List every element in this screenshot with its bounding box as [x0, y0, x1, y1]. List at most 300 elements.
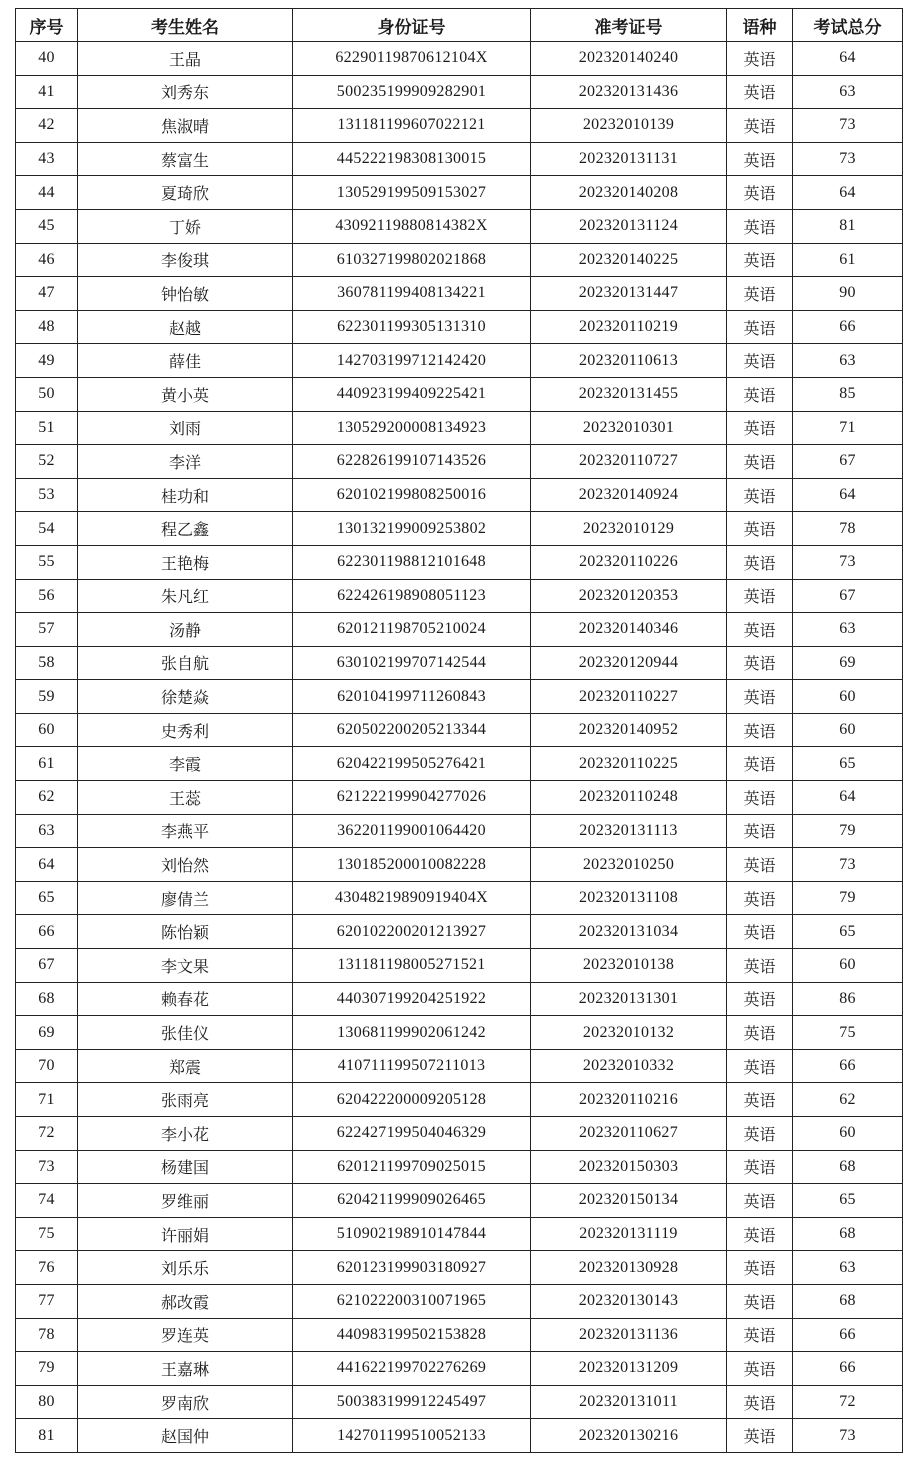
cell-total-score: 64: [793, 478, 903, 512]
cell-id-number: 620102200201213927: [293, 915, 531, 949]
cell-name: 张自航: [78, 646, 293, 680]
cell-id-number: 440923199409225421: [293, 377, 531, 411]
cell-total-score: 73: [793, 848, 903, 882]
cell-id-number: 500383199912245497: [293, 1385, 531, 1419]
cell-seq: 50: [16, 377, 78, 411]
table-row: [16, 377, 903, 411]
cell-id-number: 445222198308130015: [293, 142, 531, 176]
cell-language: 英语: [727, 344, 793, 378]
table-row: [16, 1385, 903, 1419]
cell-seq: 49: [16, 344, 78, 378]
cell-seq: 58: [16, 646, 78, 680]
cell-name: 许丽娟: [78, 1217, 293, 1251]
cell-total-score: 60: [793, 1117, 903, 1151]
table-row: [16, 512, 903, 546]
cell-id-number: 410711199507211013: [293, 1049, 531, 1083]
table-row: [16, 1318, 903, 1352]
cell-ticket-number: 202320131131: [531, 142, 727, 176]
exam-results-table: [15, 8, 903, 1453]
cell-ticket-number: 202320131455: [531, 377, 727, 411]
cell-id-number: 62290119870612104X: [293, 42, 531, 76]
table-row: [16, 579, 903, 613]
cell-seq: 70: [16, 1049, 78, 1083]
cell-seq: 60: [16, 713, 78, 747]
cell-name: 夏琦欣: [78, 176, 293, 210]
cell-seq: 56: [16, 579, 78, 613]
cell-language: 英语: [727, 881, 793, 915]
cell-id-number: 441622199702276269: [293, 1352, 531, 1386]
cell-language: 英语: [727, 310, 793, 344]
cell-language: 英语: [727, 646, 793, 680]
cell-name: 李霞: [78, 747, 293, 781]
cell-total-score: 64: [793, 176, 903, 210]
cell-language: 英语: [727, 915, 793, 949]
cell-language: 英语: [727, 814, 793, 848]
cell-ticket-number: 202320140208: [531, 176, 727, 210]
cell-language: 英语: [727, 1117, 793, 1151]
cell-ticket-number: 202320131011: [531, 1385, 727, 1419]
cell-ticket-number: 202320150303: [531, 1150, 727, 1184]
cell-name: 王艳梅: [78, 545, 293, 579]
cell-seq: 80: [16, 1385, 78, 1419]
cell-total-score: 66: [793, 1318, 903, 1352]
cell-ticket-number: 202320110727: [531, 445, 727, 479]
cell-name: 刘秀东: [78, 75, 293, 109]
cell-ticket-number: 202320150134: [531, 1184, 727, 1218]
cell-id-number: 622826199107143526: [293, 445, 531, 479]
cell-id-number: 130529199509153027: [293, 176, 531, 210]
cell-language: 英语: [727, 42, 793, 76]
cell-seq: 42: [16, 109, 78, 143]
cell-language: 英语: [727, 781, 793, 815]
cell-ticket-number: 202320140240: [531, 42, 727, 76]
cell-seq: 40: [16, 42, 78, 76]
cell-id-number: 43092119880814382X: [293, 209, 531, 243]
table-row: [16, 478, 903, 512]
cell-language: 英语: [727, 747, 793, 781]
cell-total-score: 65: [793, 1184, 903, 1218]
cell-total-score: 63: [793, 344, 903, 378]
cell-language: 英语: [727, 982, 793, 1016]
cell-seq: 41: [16, 75, 78, 109]
cell-name: 汤静: [78, 613, 293, 647]
table-row: [16, 75, 903, 109]
cell-language: 英语: [727, 1251, 793, 1285]
cell-seq: 53: [16, 478, 78, 512]
table-row: [16, 848, 903, 882]
cell-language: 英语: [727, 1016, 793, 1050]
cell-total-score: 68: [793, 1150, 903, 1184]
table-row: [16, 310, 903, 344]
table-row: [16, 915, 903, 949]
cell-total-score: 86: [793, 982, 903, 1016]
cell-ticket-number: 202320110613: [531, 344, 727, 378]
cell-ticket-number: 202320110225: [531, 747, 727, 781]
cell-ticket-number: 202320110216: [531, 1083, 727, 1117]
exam-results-table-container: [15, 8, 902, 1453]
cell-name: 李燕平: [78, 814, 293, 848]
cell-name: 张佳仪: [78, 1016, 293, 1050]
cell-seq: 66: [16, 915, 78, 949]
cell-total-score: 73: [793, 109, 903, 143]
cell-total-score: 72: [793, 1385, 903, 1419]
cell-ticket-number: 202320130143: [531, 1284, 727, 1318]
cell-language: 英语: [727, 445, 793, 479]
cell-id-number: 620422200009205128: [293, 1083, 531, 1117]
cell-language: 英语: [727, 1217, 793, 1251]
cell-seq: 47: [16, 277, 78, 311]
cell-seq: 48: [16, 310, 78, 344]
cell-ticket-number: 202320131108: [531, 881, 727, 915]
cell-name: 蔡富生: [78, 142, 293, 176]
cell-ticket-number: 202320110226: [531, 545, 727, 579]
cell-language: 英语: [727, 1049, 793, 1083]
cell-ticket-number: 20232010139: [531, 109, 727, 143]
table-header-row: [16, 9, 903, 42]
cell-id-number: 620422199505276421: [293, 747, 531, 781]
cell-ticket-number: 202320131301: [531, 982, 727, 1016]
cell-total-score: 60: [793, 680, 903, 714]
cell-total-score: 60: [793, 949, 903, 983]
cell-total-score: 79: [793, 814, 903, 848]
cell-ticket-number: 202320131136: [531, 1318, 727, 1352]
cell-id-number: 142701199510052133: [293, 1419, 531, 1453]
table-row: [16, 176, 903, 210]
cell-id-number: 620121198705210024: [293, 613, 531, 647]
cell-ticket-number: 202320131436: [531, 75, 727, 109]
cell-ticket-number: 202320131209: [531, 1352, 727, 1386]
cell-seq: 51: [16, 411, 78, 445]
cell-total-score: 73: [793, 1419, 903, 1453]
cell-seq: 78: [16, 1318, 78, 1352]
cell-seq: 43: [16, 142, 78, 176]
cell-name: 程乙鑫: [78, 512, 293, 546]
cell-total-score: 78: [793, 512, 903, 546]
cell-language: 英语: [727, 1385, 793, 1419]
cell-id-number: 620102199808250016: [293, 478, 531, 512]
cell-seq: 72: [16, 1117, 78, 1151]
cell-language: 英语: [727, 377, 793, 411]
cell-total-score: 71: [793, 411, 903, 445]
cell-ticket-number: 202320131034: [531, 915, 727, 949]
cell-seq: 57: [16, 613, 78, 647]
cell-language: 英语: [727, 1150, 793, 1184]
cell-ticket-number: 202320130216: [531, 1419, 727, 1453]
cell-ticket-number: 202320130928: [531, 1251, 727, 1285]
cell-name: 王晶: [78, 42, 293, 76]
cell-id-number: 43048219890919404X: [293, 881, 531, 915]
cell-ticket-number: 20232010132: [531, 1016, 727, 1050]
table-row: [16, 747, 903, 781]
cell-name: 廖倩兰: [78, 881, 293, 915]
table-row: [16, 713, 903, 747]
cell-total-score: 68: [793, 1284, 903, 1318]
cell-ticket-number: 20232010138: [531, 949, 727, 983]
cell-ticket-number: 202320110248: [531, 781, 727, 815]
cell-ticket-number: 202320131119: [531, 1217, 727, 1251]
cell-ticket-number: 202320110219: [531, 310, 727, 344]
table-row: [16, 949, 903, 983]
cell-total-score: 65: [793, 747, 903, 781]
cell-language: 英语: [727, 1352, 793, 1386]
table-row: [16, 445, 903, 479]
header-id-number: 身份证号: [293, 9, 531, 42]
cell-id-number: 620421199909026465: [293, 1184, 531, 1218]
cell-language: 英语: [727, 209, 793, 243]
cell-ticket-number: 202320140924: [531, 478, 727, 512]
cell-seq: 59: [16, 680, 78, 714]
table-row: [16, 1184, 903, 1218]
cell-id-number: 620121199709025015: [293, 1150, 531, 1184]
cell-language: 英语: [727, 579, 793, 613]
cell-id-number: 621222199904277026: [293, 781, 531, 815]
cell-language: 英语: [727, 277, 793, 311]
table-row: [16, 411, 903, 445]
table-row: [16, 1352, 903, 1386]
cell-total-score: 90: [793, 277, 903, 311]
cell-total-score: 63: [793, 613, 903, 647]
cell-ticket-number: 202320131113: [531, 814, 727, 848]
cell-seq: 77: [16, 1284, 78, 1318]
cell-name: 焦淑晴: [78, 109, 293, 143]
cell-language: 英语: [727, 512, 793, 546]
cell-language: 英语: [727, 680, 793, 714]
cell-seq: 71: [16, 1083, 78, 1117]
cell-seq: 81: [16, 1419, 78, 1453]
table-row: [16, 881, 903, 915]
header-language: 语种: [727, 9, 793, 42]
table-row: [16, 781, 903, 815]
table-row: [16, 243, 903, 277]
cell-total-score: 79: [793, 881, 903, 915]
cell-id-number: 622301199305131310: [293, 310, 531, 344]
cell-id-number: 500235199909282901: [293, 75, 531, 109]
cell-id-number: 131181198005271521: [293, 949, 531, 983]
cell-name: 罗维丽: [78, 1184, 293, 1218]
cell-name: 张雨亮: [78, 1083, 293, 1117]
cell-name: 郝改霞: [78, 1284, 293, 1318]
cell-seq: 61: [16, 747, 78, 781]
cell-name: 钟怡敏: [78, 277, 293, 311]
cell-ticket-number: 20232010301: [531, 411, 727, 445]
cell-language: 英语: [727, 949, 793, 983]
cell-language: 英语: [727, 1083, 793, 1117]
table-row: [16, 209, 903, 243]
cell-total-score: 73: [793, 545, 903, 579]
cell-total-score: 67: [793, 579, 903, 613]
cell-seq: 63: [16, 814, 78, 848]
cell-name: 徐楚焱: [78, 680, 293, 714]
header-seq: 序号: [16, 9, 78, 42]
cell-ticket-number: 202320131447: [531, 277, 727, 311]
cell-total-score: 63: [793, 75, 903, 109]
cell-name: 薛佳: [78, 344, 293, 378]
cell-total-score: 68: [793, 1217, 903, 1251]
cell-name: 刘雨: [78, 411, 293, 445]
cell-id-number: 621022200310071965: [293, 1284, 531, 1318]
cell-ticket-number: 20232010129: [531, 512, 727, 546]
table-row: [16, 109, 903, 143]
cell-language: 英语: [727, 848, 793, 882]
cell-ticket-number: 202320110227: [531, 680, 727, 714]
cell-id-number: 142703199712142420: [293, 344, 531, 378]
cell-id-number: 362201199001064420: [293, 814, 531, 848]
cell-ticket-number: 20232010250: [531, 848, 727, 882]
cell-id-number: 130681199902061242: [293, 1016, 531, 1050]
cell-seq: 79: [16, 1352, 78, 1386]
cell-id-number: 620502200205213344: [293, 713, 531, 747]
cell-language: 英语: [727, 142, 793, 176]
cell-name: 杨建国: [78, 1150, 293, 1184]
cell-name: 赵国仲: [78, 1419, 293, 1453]
table-row: [16, 1251, 903, 1285]
cell-name: 黄小英: [78, 377, 293, 411]
cell-seq: 68: [16, 982, 78, 1016]
cell-total-score: 61: [793, 243, 903, 277]
cell-seq: 55: [16, 545, 78, 579]
cell-ticket-number: 202320140346: [531, 613, 727, 647]
cell-language: 英语: [727, 109, 793, 143]
cell-name: 刘乐乐: [78, 1251, 293, 1285]
cell-ticket-number: 20232010332: [531, 1049, 727, 1083]
cell-total-score: 66: [793, 310, 903, 344]
cell-name: 桂功和: [78, 478, 293, 512]
cell-language: 英语: [727, 1284, 793, 1318]
table-row: [16, 1049, 903, 1083]
cell-name: 赖春花: [78, 982, 293, 1016]
cell-id-number: 620123199903180927: [293, 1251, 531, 1285]
cell-ticket-number: 202320131124: [531, 209, 727, 243]
table-row: [16, 646, 903, 680]
cell-id-number: 360781199408134221: [293, 277, 531, 311]
table-row: [16, 982, 903, 1016]
cell-language: 英语: [727, 75, 793, 109]
cell-total-score: 64: [793, 781, 903, 815]
cell-id-number: 620104199711260843: [293, 680, 531, 714]
cell-total-score: 62: [793, 1083, 903, 1117]
cell-total-score: 65: [793, 915, 903, 949]
cell-name: 赵越: [78, 310, 293, 344]
cell-language: 英语: [727, 1419, 793, 1453]
cell-name: 王蕊: [78, 781, 293, 815]
table-row: [16, 277, 903, 311]
header-total-score: 考试总分: [793, 9, 903, 42]
cell-seq: 73: [16, 1150, 78, 1184]
cell-total-score: 66: [793, 1049, 903, 1083]
cell-total-score: 73: [793, 142, 903, 176]
table-row: [16, 1284, 903, 1318]
cell-id-number: 630102199707142544: [293, 646, 531, 680]
table-row: [16, 545, 903, 579]
table-body: [16, 42, 903, 1453]
cell-ticket-number: 202320120944: [531, 646, 727, 680]
cell-seq: 69: [16, 1016, 78, 1050]
cell-name: 陈怡颖: [78, 915, 293, 949]
table-row: [16, 142, 903, 176]
cell-seq: 64: [16, 848, 78, 882]
table-row: [16, 1117, 903, 1151]
table-row: [16, 1150, 903, 1184]
table-row: [16, 1016, 903, 1050]
cell-id-number: 130132199009253802: [293, 512, 531, 546]
cell-total-score: 66: [793, 1352, 903, 1386]
cell-seq: 74: [16, 1184, 78, 1218]
cell-seq: 62: [16, 781, 78, 815]
cell-name: 朱凡红: [78, 579, 293, 613]
cell-name: 李洋: [78, 445, 293, 479]
table-row: [16, 1083, 903, 1117]
cell-seq: 75: [16, 1217, 78, 1251]
cell-language: 英语: [727, 613, 793, 647]
cell-name: 罗连英: [78, 1318, 293, 1352]
cell-id-number: 440983199502153828: [293, 1318, 531, 1352]
table-row: [16, 1419, 903, 1453]
cell-name: 史秀利: [78, 713, 293, 747]
table-row: [16, 613, 903, 647]
cell-seq: 52: [16, 445, 78, 479]
header-ticket-number: 准考证号: [531, 9, 727, 42]
cell-total-score: 64: [793, 42, 903, 76]
cell-name: 李小花: [78, 1117, 293, 1151]
cell-name: 王嘉琳: [78, 1352, 293, 1386]
cell-ticket-number: 202320140952: [531, 713, 727, 747]
cell-language: 英语: [727, 478, 793, 512]
cell-ticket-number: 202320110627: [531, 1117, 727, 1151]
cell-id-number: 440307199204251922: [293, 982, 531, 1016]
table-row: [16, 42, 903, 76]
header-name: 考生姓名: [78, 9, 293, 42]
cell-total-score: 81: [793, 209, 903, 243]
cell-id-number: 610327199802021868: [293, 243, 531, 277]
cell-ticket-number: 202320120353: [531, 579, 727, 613]
cell-total-score: 63: [793, 1251, 903, 1285]
cell-id-number: 131181199607022121: [293, 109, 531, 143]
table-row: [16, 1217, 903, 1251]
cell-seq: 54: [16, 512, 78, 546]
cell-name: 罗南欣: [78, 1385, 293, 1419]
cell-id-number: 130185200010082228: [293, 848, 531, 882]
cell-id-number: 622426198908051123: [293, 579, 531, 613]
cell-id-number: 510902198910147844: [293, 1217, 531, 1251]
cell-id-number: 622427199504046329: [293, 1117, 531, 1151]
cell-name: 郑震: [78, 1049, 293, 1083]
cell-seq: 65: [16, 881, 78, 915]
cell-language: 英语: [727, 176, 793, 210]
cell-language: 英语: [727, 713, 793, 747]
cell-language: 英语: [727, 545, 793, 579]
cell-id-number: 622301198812101648: [293, 545, 531, 579]
table-row: [16, 680, 903, 714]
cell-language: 英语: [727, 243, 793, 277]
cell-language: 英语: [727, 1184, 793, 1218]
cell-total-score: 67: [793, 445, 903, 479]
cell-id-number: 130529200008134923: [293, 411, 531, 445]
cell-seq: 46: [16, 243, 78, 277]
cell-total-score: 85: [793, 377, 903, 411]
cell-total-score: 75: [793, 1016, 903, 1050]
cell-ticket-number: 202320140225: [531, 243, 727, 277]
cell-total-score: 60: [793, 713, 903, 747]
cell-seq: 45: [16, 209, 78, 243]
cell-name: 丁娇: [78, 209, 293, 243]
table-row: [16, 344, 903, 378]
cell-seq: 44: [16, 176, 78, 210]
cell-seq: 76: [16, 1251, 78, 1285]
cell-name: 刘怡然: [78, 848, 293, 882]
cell-name: 李文果: [78, 949, 293, 983]
table-row: [16, 814, 903, 848]
cell-language: 英语: [727, 1318, 793, 1352]
